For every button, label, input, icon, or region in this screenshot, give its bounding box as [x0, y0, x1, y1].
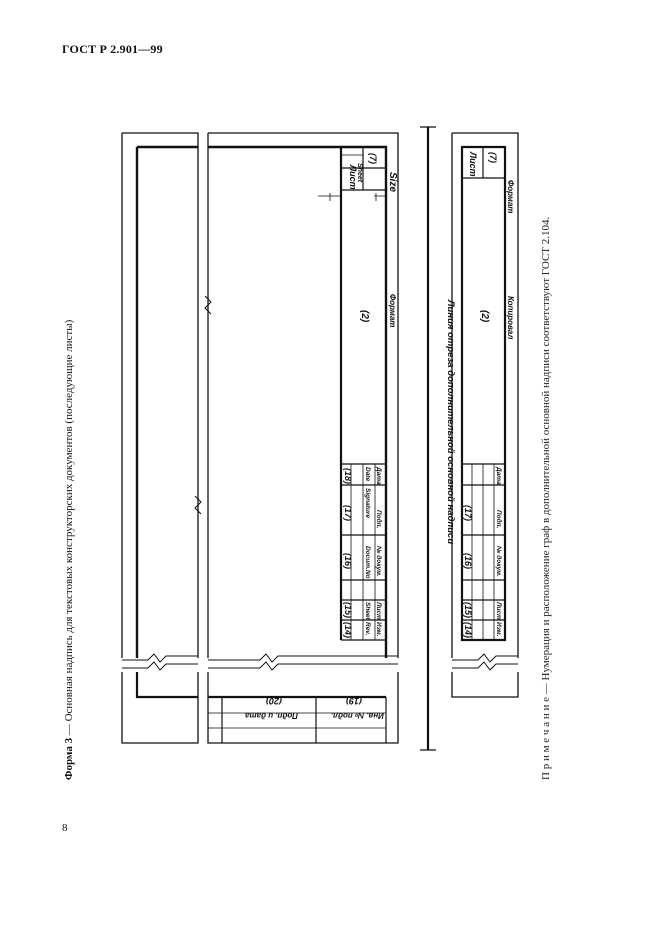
cut-line-label: Линия отреза дополнительной основной надписи: [445, 300, 456, 545]
left-ru-docum: № докум.: [375, 546, 382, 577]
left-field-18: (18): [343, 468, 353, 485]
cut-line: [420, 127, 436, 750]
right-ru-data: Дата: [495, 467, 502, 485]
left-field-17: (17): [343, 505, 353, 522]
right-format-label: Формат: [506, 180, 515, 214]
right-title-field: (2): [479, 310, 490, 323]
right-field-17: (17): [463, 505, 473, 522]
left-ru-izm: Изм.: [375, 622, 382, 637]
right-sheet-ru: Лист: [468, 152, 478, 177]
left-field-16: (16): [343, 553, 353, 570]
left-field-15: (15): [343, 602, 353, 619]
right-field-16: (16): [463, 553, 473, 570]
right-ru-list: Лист: [495, 602, 502, 620]
caption-form-label: Форма 3: [63, 737, 75, 780]
right-field-15: (15): [463, 602, 473, 619]
left-eng-sheet: Sheet: [364, 602, 371, 620]
left-field-14: (14): [343, 622, 353, 639]
page-number: 8: [62, 822, 68, 834]
note-label: П р и м е ч а н и е: [540, 697, 552, 780]
left-sheet-en: Sheet: [356, 163, 363, 183]
left-eng-rev: Rev.: [364, 622, 371, 636]
right-ru-podp: Подп.: [495, 510, 502, 529]
left-format-label: Формат: [388, 294, 397, 328]
right-sheet-field: (7): [488, 152, 498, 163]
left-sheet-field: (7): [368, 153, 378, 164]
side-field-20: (20): [265, 696, 282, 706]
caption-text: — Основная надпись для текстовых конструкторских документов (последующие листы): [63, 319, 75, 738]
left-sheet-ru: Лист: [348, 165, 358, 190]
left-frame: [122, 133, 398, 743]
right-field-14: (14): [463, 622, 473, 639]
standard-header: ГОСТ Р 2.901—99: [62, 42, 163, 56]
right-ru-izm: Изм.: [495, 622, 502, 637]
right-frame-texts: [463, 151, 515, 638]
left-title-field: (2): [359, 310, 370, 323]
side-label-inv: Инв. № подл.: [330, 711, 384, 720]
left-ru-list: Лист: [375, 602, 382, 620]
left-size-label: Size: [387, 172, 398, 193]
left-eng-docum: Docum.No: [364, 546, 371, 579]
right-frame: [452, 133, 518, 697]
left-ru-podp: Подп.: [375, 510, 382, 529]
right-copied-label: Копировал: [506, 296, 515, 340]
left-ru-data: Дата: [375, 467, 382, 485]
left-eng-signature: Signature: [364, 488, 371, 518]
side-label-podp: Подп. и дата: [245, 711, 298, 720]
side-field-19: (19): [345, 696, 362, 706]
left-frame-texts: [343, 153, 398, 638]
right-ru-docum: № докум.: [495, 546, 502, 577]
left-side-labels: [244, 696, 384, 720]
left-eng-date: Date: [364, 467, 371, 482]
note-text: — Нумерация и расположение граф в дополнительной основной надписи соответствуют ГОСТ 2.104.: [540, 216, 552, 697]
